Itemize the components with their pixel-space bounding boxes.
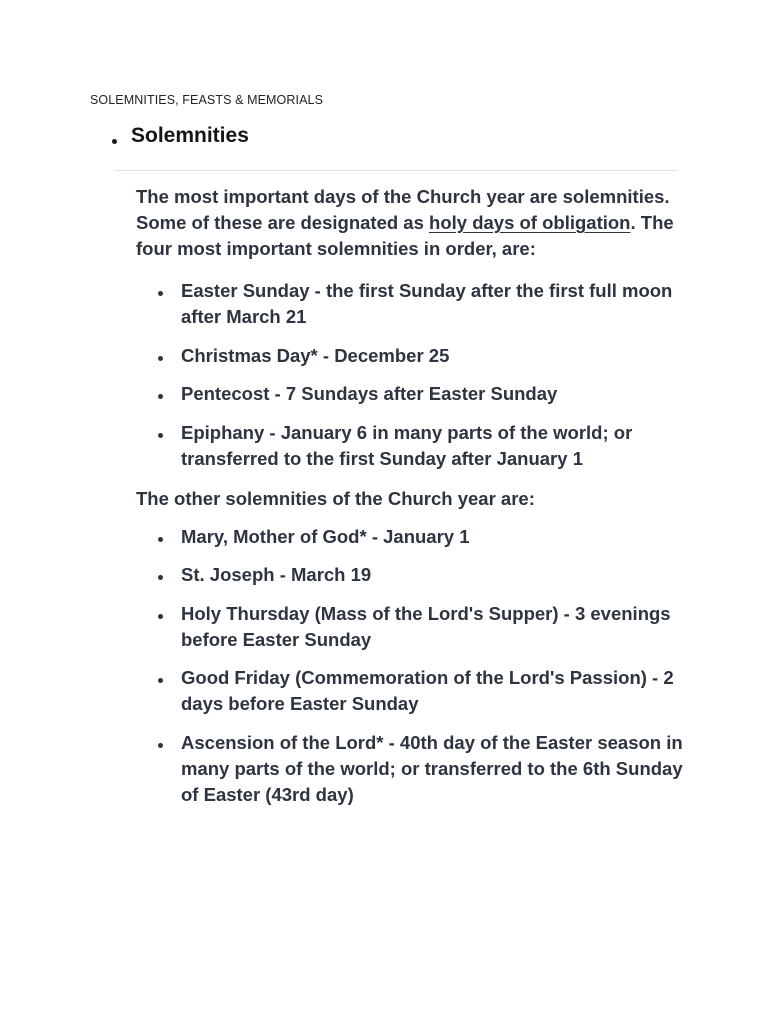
other-solemnities-intro: The other solemnities of the Church year are: [136, 487, 535, 509]
intro-paragraph [136, 184, 684, 262]
bullet-icon [158, 394, 163, 399]
list-item-text: Holy Thursday (Mass of the Lord's Supper) - 3 evenings before Easter Sunday [181, 602, 671, 650]
list-item [136, 562, 684, 588]
list-item-text: Pentecost - 7 Sundays after Easter Sunday [181, 383, 558, 404]
list-item [136, 730, 684, 808]
document-header: SOLEMNITIES, FEASTS & MEMORIALS [90, 93, 324, 107]
list-item [136, 420, 684, 472]
list-item-text: Mary, Mother of God* - January 1 [181, 525, 470, 547]
bullet-icon [158, 433, 163, 438]
bullet-icon [112, 139, 117, 144]
top-solemnities-list [136, 278, 684, 472]
other-solemnities-list [136, 524, 684, 808]
intro-text-start: The most important days of the Church year are solemnities. Some of these are designated as [136, 186, 670, 233]
bullet-icon [158, 291, 163, 296]
list-item-text: Ascension of the Lord* - 40th day of the Easter season in many parts of the world; or transferred to the 6th Sunday of Easter (43rd day) [181, 731, 683, 805]
bullet-icon [158, 537, 163, 542]
bullet-icon [158, 678, 163, 683]
list-item-text: Good Friday (Commemoration of the Lord's Passion) - 2 days before Easter Sunday [181, 667, 674, 714]
list-item-text: St. Joseph - March 19 [181, 564, 372, 585]
list-item-text: Epiphany - January 6 in many parts of the world; or transferred to the first Sunday after January 1 [181, 421, 633, 469]
section-content [136, 184, 684, 822]
list-item [136, 601, 684, 653]
list-item [136, 343, 684, 369]
intro-text-end: . The four most important solemnities in order, are: [136, 212, 674, 259]
list-item [136, 278, 684, 330]
list-item [136, 524, 684, 550]
bullet-icon [158, 743, 163, 748]
section-heading-row [112, 124, 249, 148]
list-item-text: Christmas Day* - December 25 [181, 344, 450, 366]
bullet-icon [158, 575, 163, 580]
list-item [136, 665, 684, 717]
bullet-icon [158, 356, 163, 361]
list-item [136, 381, 684, 407]
divider [114, 170, 678, 171]
bullet-icon [158, 614, 163, 619]
section-title: Solemnities [131, 124, 249, 147]
list-item-text: Easter Sunday - the first Sunday after the first full moon after March 21 [181, 280, 673, 327]
holy-days-of-obligation-link[interactable]: holy days of obligation [429, 212, 631, 233]
